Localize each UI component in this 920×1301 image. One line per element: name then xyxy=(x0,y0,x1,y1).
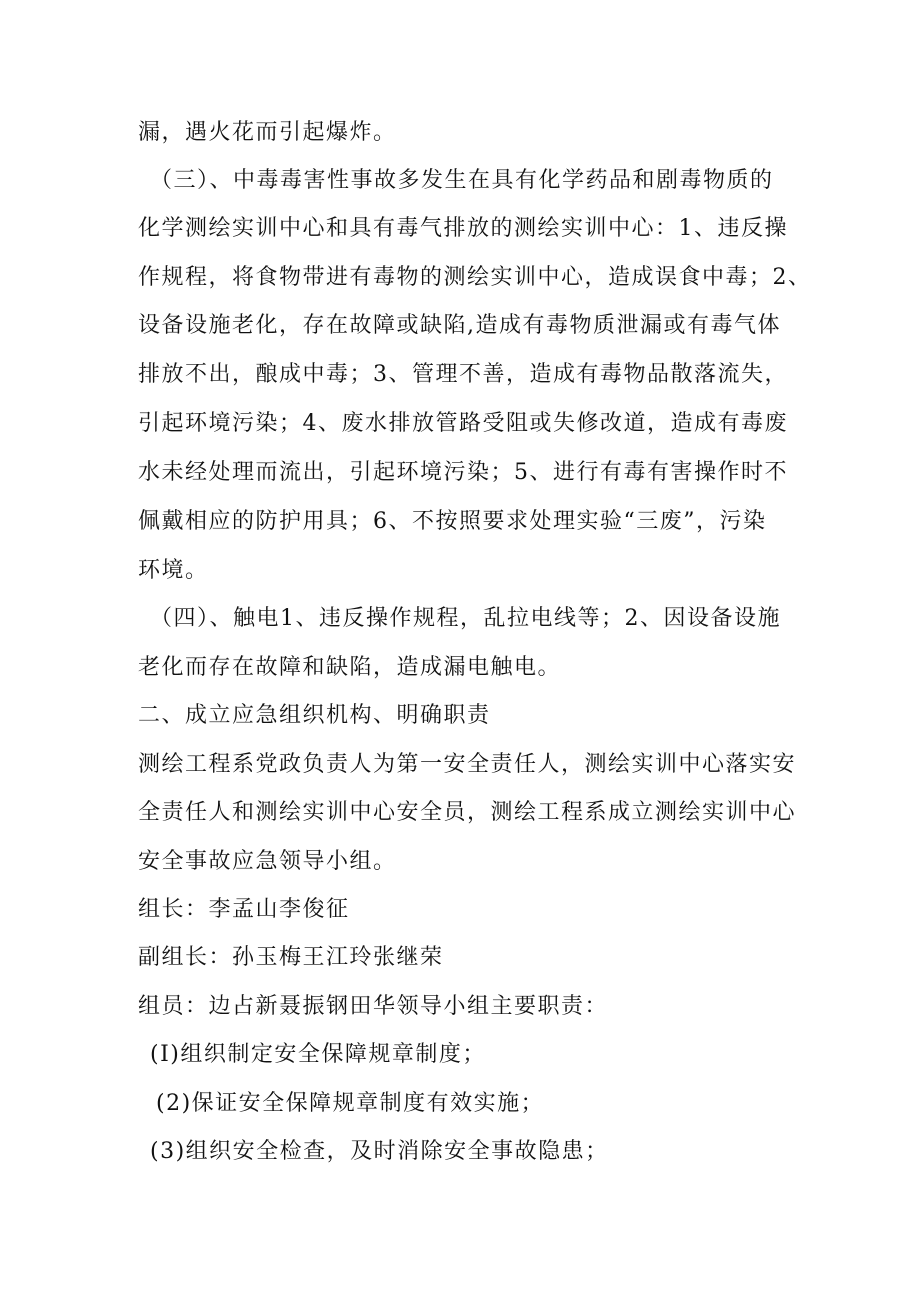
list-item: (2)保证安全保障规章制度有效实施； xyxy=(156,1091,545,1116)
section-heading: 二、成立应急组织机构、明确职责 xyxy=(138,703,491,728)
list-item: (I)组织制定安全保障规章制度； xyxy=(150,1042,486,1067)
list-item: (3)组织安全检查，及时消除安全事故隐患； xyxy=(150,1139,609,1164)
text-line: 组员：边占新聂振钢田华领导小组主要职责： xyxy=(138,994,609,1019)
text-line: 组长：李孟山李俊征 xyxy=(138,897,350,922)
text-line: 副组长：孙玉梅王江玲张继荣 xyxy=(138,945,444,970)
text-line: 佩戴相应的防护用具；6、不按照要求处理实验“三废”，污染 xyxy=(138,509,767,534)
text-line: 漏，遇火花而引起爆炸。 xyxy=(138,120,397,145)
text-line: 环境。 xyxy=(138,558,209,583)
text-line: 水未经处理而流出，引起环境污染；5、进行有毒有害操作时不 xyxy=(138,460,788,485)
text-line: （三）、中毒毒害性事故多发生在具有化学药品和剧毒物质的 xyxy=(150,168,774,193)
text-line: 测绘工程系党政负责人为第一安全责任人，测绘实训中心落实安 xyxy=(138,752,797,777)
text-line: 排放不出，酿成中毒；3、管理不善，造成有毒物品散落流失， xyxy=(138,362,788,387)
text-line: 作规程，将食物带进有毒物的测绘实训中心，造成误食中毒；2、 xyxy=(138,265,812,290)
text-line: 化学测绘实训中心和具有毒气排放的测绘实训中心：1、违反操 xyxy=(138,216,788,241)
text-line: 老化而存在故障和缺陷，造成漏电触电。 xyxy=(138,655,562,680)
text-line: 安全事故应急领导小组。 xyxy=(138,849,397,874)
text-line: （四）、触电1、违反操作规程，乱拉电线等；2、因设备设施 xyxy=(150,606,781,631)
text-line: 全责任人和测绘实训中心安全员，测绘工程系成立测绘实训中心 xyxy=(138,800,797,825)
text-line: 设备设施老化，存在故障或缺陷,造成有毒物质泄漏或有毒气体 xyxy=(138,313,781,338)
text-line: 引起环境污染；4、废水排放管路受阻或失修改道，造成有毒废 xyxy=(138,411,788,436)
